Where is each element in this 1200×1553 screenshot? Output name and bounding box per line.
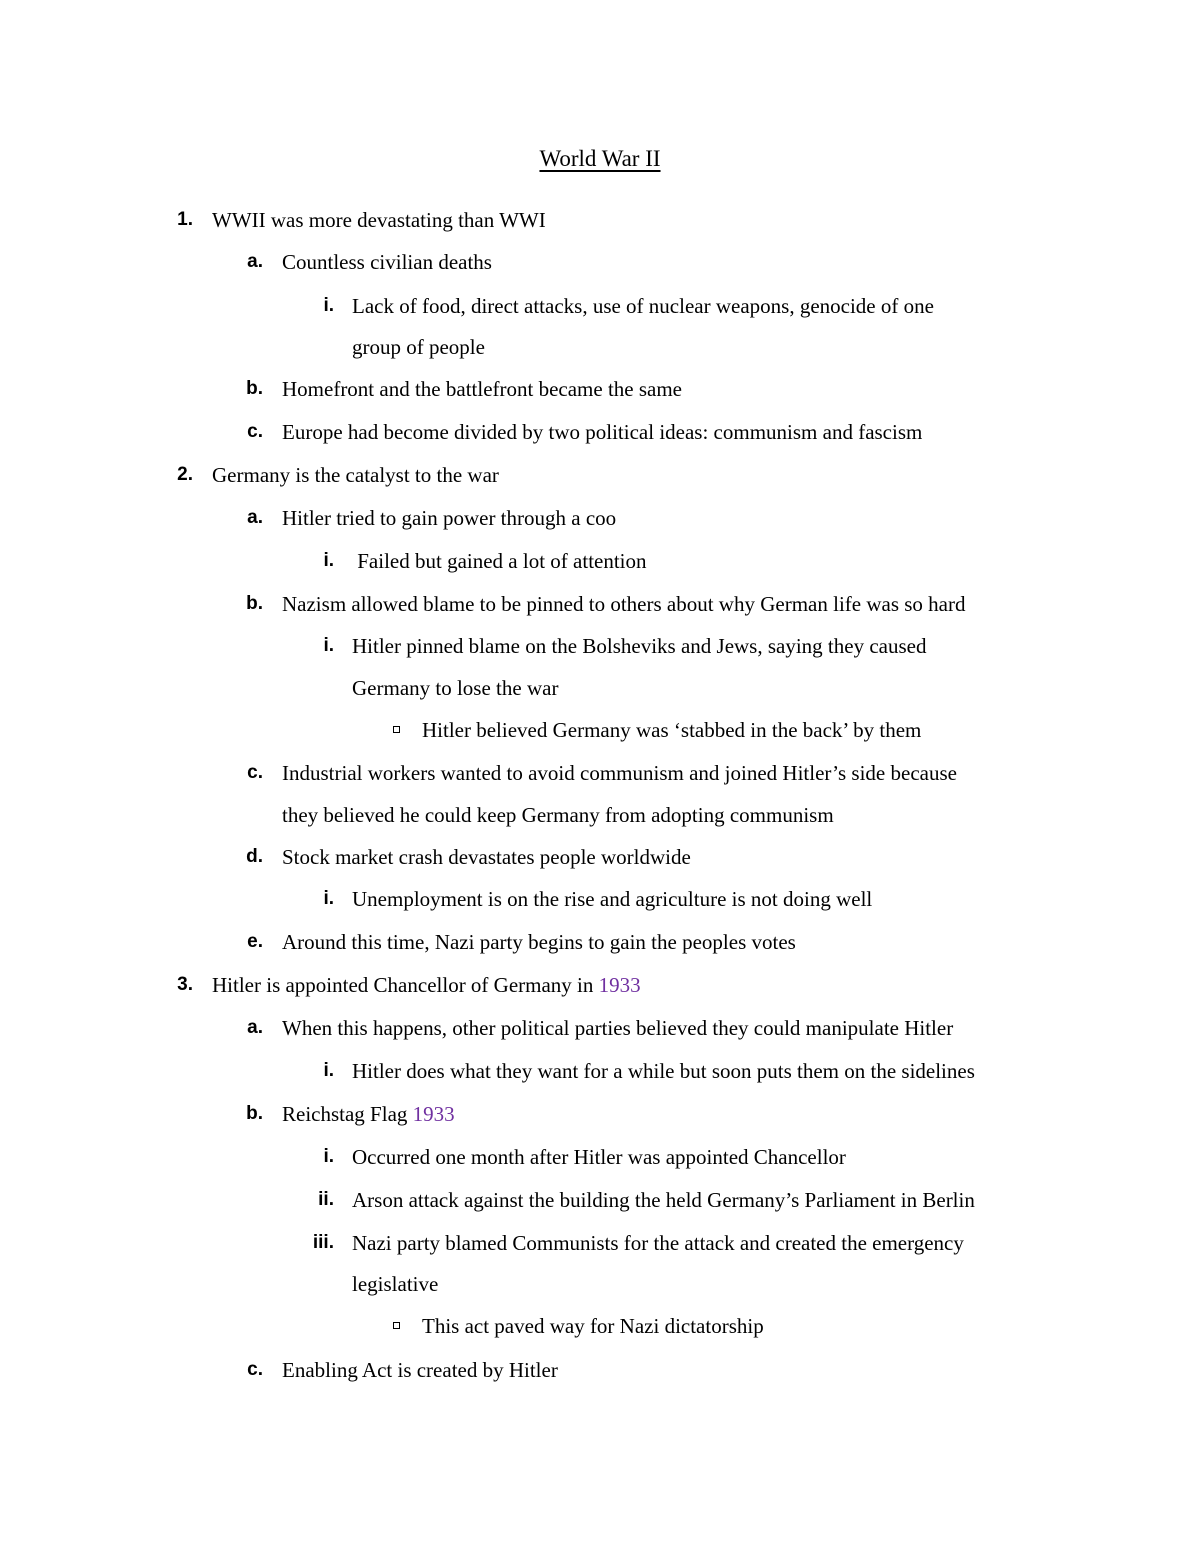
date-highlight: 1933 bbox=[412, 1102, 455, 1126]
list-marker: c. bbox=[247, 762, 263, 783]
list-item-text: Reichstag Flag bbox=[282, 1102, 413, 1126]
list-item: Failed but gained a lot of attention bbox=[352, 549, 647, 573]
page-title: World War II bbox=[539, 146, 661, 171]
square-bullet-icon bbox=[393, 726, 400, 733]
list-marker: b. bbox=[246, 1103, 263, 1124]
list-item: This act paved way for Nazi dictatorship bbox=[422, 1314, 764, 1338]
date-highlight: 1933 bbox=[598, 973, 641, 997]
list-marker: ii. bbox=[318, 1189, 334, 1210]
list-item: Nazi party blamed Communists for the attack and created the emergency bbox=[352, 1231, 964, 1255]
list-item: Hitler pinned blame on the Bolsheviks and Jews, saying they caused bbox=[352, 634, 927, 658]
list-marker: d. bbox=[246, 846, 263, 867]
list-marker: 1. bbox=[177, 209, 193, 230]
list-item: Industrial workers wanted to avoid communism and joined Hitler’s side because bbox=[282, 761, 957, 785]
list-marker: i. bbox=[323, 635, 334, 656]
list-marker: b. bbox=[246, 593, 263, 614]
list-marker: c. bbox=[247, 1359, 263, 1380]
list-item: Hitler tried to gain power through a coo bbox=[282, 506, 617, 530]
list-marker: 2. bbox=[177, 464, 193, 485]
list-marker: i. bbox=[323, 550, 334, 571]
list-item: Enabling Act is created by Hitler bbox=[282, 1358, 558, 1382]
list-marker: b. bbox=[246, 378, 263, 399]
list-item bbox=[212, 970, 641, 1000]
list-marker: a. bbox=[247, 507, 263, 528]
list-marker: i. bbox=[323, 1146, 334, 1167]
list-marker: i. bbox=[323, 1060, 334, 1081]
list-item-continuation: legislative bbox=[352, 1272, 439, 1296]
list-marker: a. bbox=[247, 251, 263, 272]
list-item: Around this time, Nazi party begins to gain the peoples votes bbox=[282, 930, 796, 954]
list-item: Hitler believed Germany was ‘stabbed in the back’ by them bbox=[422, 718, 922, 742]
list-marker: e. bbox=[247, 931, 263, 952]
list-item: Germany is the catalyst to the war bbox=[212, 463, 499, 487]
list-item: Unemployment is on the rise and agriculture is not doing well bbox=[352, 887, 873, 911]
list-item: Occurred one month after Hitler was appointed Chancellor bbox=[352, 1145, 846, 1169]
list-item-text: Hitler is appointed Chancellor of Germany in bbox=[212, 973, 599, 997]
list-item: WWII was more devastating than WWI bbox=[212, 208, 546, 232]
list-item: Stock market crash devastates people worldwide bbox=[282, 845, 691, 869]
list-item: Lack of food, direct attacks, use of nuclear weapons, genocide of one bbox=[352, 294, 934, 318]
list-marker: iii. bbox=[312, 1232, 334, 1253]
list-item: Arson attack against the building the held Germany’s Parliament in Berlin bbox=[352, 1188, 975, 1212]
list-item: Homefront and the battlefront became the same bbox=[282, 377, 683, 401]
list-item-continuation: they believed he could keep Germany from adopting communism bbox=[282, 803, 834, 827]
list-marker: a. bbox=[247, 1017, 263, 1038]
list-item-continuation: Germany to lose the war bbox=[352, 676, 559, 700]
list-item: Nazism allowed blame to be pinned to others about why German life was so hard bbox=[282, 592, 966, 616]
list-marker: i. bbox=[323, 888, 334, 909]
list-item-continuation: group of people bbox=[352, 335, 485, 359]
list-item: Hitler does what they want for a while but soon puts them on the sidelines bbox=[352, 1059, 975, 1083]
list-marker: 3. bbox=[177, 974, 193, 995]
list-marker: c. bbox=[247, 421, 263, 442]
list-item: Europe had become divided by two political ideas: communism and fascism bbox=[282, 420, 923, 444]
list-item bbox=[282, 1099, 455, 1129]
list-marker: i. bbox=[323, 295, 334, 316]
square-bullet-icon bbox=[393, 1322, 400, 1329]
list-item: When this happens, other political parties believed they could manipulate Hitler bbox=[282, 1016, 954, 1040]
list-item: Countless civilian deaths bbox=[282, 250, 492, 274]
